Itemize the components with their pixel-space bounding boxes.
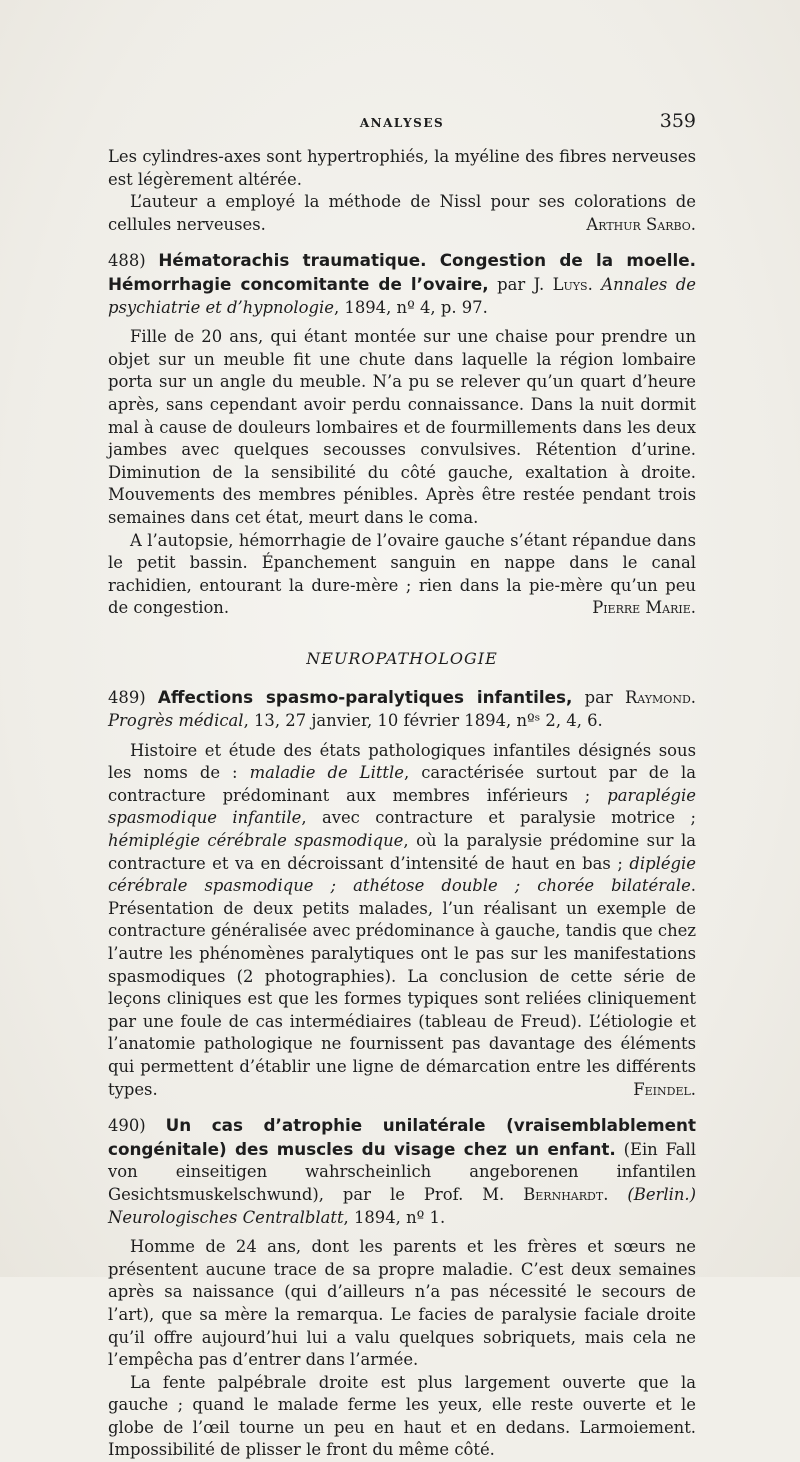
entry-488-title: Hématorachis traumatique. Congestion de la moelle. Hémorrhagie concomitante de l’ovaire, (108, 250, 696, 294)
entry-490-number: 490) (108, 1116, 146, 1136)
entry-488-heading: 488) Hématorachis traumatique. Congestion de la moelle. Hémorrhagie concomitante de l’ovaire, par J. Luys. Annales de psychiatrie et d’hypnologie, 1894, nº 4, p. 97. (108, 250, 696, 317)
page-body (108, 146, 696, 1462)
entry-488-number: 488) (108, 251, 146, 271)
entry-489 (108, 686, 696, 1101)
intro-paragraph-2 (108, 191, 696, 236)
entry-488-paragraph-2-text: A l’autopsie, hémorrhagie de l’ovaire gauche s’étant répandue dans le petit bassin. Épanchement sanguin en nappe dans le canal rachidien, entourant la dure-mère ; rien dans la pie-mère qu’un peu de congestion. (108, 530, 696, 618)
entry-488-by: par J. (497, 274, 545, 294)
intro-paragraph-1: Les cylindres-axes sont hypertrophiés, la myéline des fibres nerveuses est légèrement altérée. (108, 147, 696, 189)
entry-488-paragraph-1: Fille de 20 ans, qui étant montée sur une chaise pour prendre un objet sur un meuble fit une chute dans laquelle la région lombaire porta sur un angle du meuble. N’a pu se relever qu’un quart d’heure après, sans cependant avoir perdu connaissance. Dans la nuit dormit mal à cause de douleurs lombaires et de fourmillements dans les deux jambes avec quelques secousses convulsives. Rétention d’urine. Diminution de la sensibilité du côté gauche, exaltation à droite. Mouvements des membres pénibles. Après être restée pendant trois semaines dans cet état, meurt dans le coma. (108, 327, 696, 527)
entry-490-journal: (Berlin.) Neurologisches Centralblatt (108, 1184, 696, 1227)
entry-489-by: par (584, 688, 613, 708)
entry-489-author: Raymond. (624, 688, 696, 708)
entry-490-citation: , 1894, nº 1. (343, 1207, 446, 1227)
entry-490 (108, 1114, 696, 1462)
entry-490-title: Un cas d’atrophie unilatérale (vraisemblablement congénitale) des muscles du visage chez un enfant. (108, 1115, 696, 1159)
entry-489-paragraph (108, 740, 696, 1102)
entry-489-italic-2: paraplégie spasmodique infantile (108, 785, 696, 828)
intro-paragraph-2-text: L’auteur a employé la méthode de Nissl pour ses colorations de cellules nerveuses. (108, 192, 696, 234)
entry-489-text-4: , où la paralysie prédomine sur la contracture et va en décroissant d’intensité de haut en bas ; (108, 831, 696, 873)
entry-489-text-1: Histoire et étude des états pathologiques infantiles désignés sous les noms de : (108, 740, 696, 783)
entry-489-journal: Progrès médical (108, 711, 244, 731)
entry-489-text-3: , avec contracture et paralysie motrice ; (301, 808, 696, 828)
entry-489-italic-4: diplégie cérébrale spasmodique ; athétose double ; chorée bilatérale (108, 853, 696, 896)
entry-488-paragraph-2 (108, 530, 696, 620)
entry-490-author: Bernhardt. (523, 1184, 609, 1204)
entry-489-italic-1: maladie de Little (249, 763, 404, 783)
signature-sarbo: Arthur Sarbo. (586, 214, 696, 234)
entry-489-title: Affections spasmo-paralytiques infantiles, (157, 687, 573, 708)
entry-489-citation: , 13, 27 janvier, 10 février 1894, nºˢ 2, 4, 6. (243, 711, 603, 731)
entry-489-heading (108, 686, 696, 732)
entry-489-text-2: , caractérisée surtout par de la contracture prédominant aux membres inférieurs ; (108, 763, 696, 805)
signature-feindel: Feindel. (633, 1079, 696, 1099)
entry-489-number: 489) (108, 688, 146, 708)
entry-488-citation: , 1894, nº 4, p. 97. (333, 297, 488, 317)
entry-488-author: Luys (552, 274, 588, 294)
entry-490-paragraph-1: Homme de 24 ans, dont les parents et les frères et sœurs ne présentent aucune trace de sa propre maladie. C’est deux semaines après sa naissance (qui d’ailleurs n’a pas nécessité le secours de l’art), que sa mère la remarqua. Le facies de paralysie faciale droite qu’il offre aujourd’hui lui a valu quelques sobriquets, mais cela ne l’empêcha pas d’entrer dans l’armée. (108, 1237, 696, 1370)
page-header (108, 110, 696, 138)
entry-489-italic-3: hémiplégie cérébrale spasmodique (108, 831, 404, 851)
entry-488-journal: Annales de psychiatrie et d’hypnologie (108, 274, 696, 317)
entry-490-subtitle: (Ein Fall von einseitigen wahrscheinlich angeborenen infantilen Gesichtsmuskelschwund), par le Prof. M. (108, 1139, 697, 1204)
entry-488 (108, 249, 696, 620)
entry-489-text-5: . Présentation de deux petits malades, l’un réalisant un exemple de contracture généralisée avec prédominance à gauche, tandis que chez l’autre les phénomènes paralytiques ont le pas sur les manifestations spasmodiques (2 photographies). La conclusion de cette série de leçons cliniques est que les formes typiques sont reliées cliniquement par une foule de cas intermédiaires (tableau de Freud). L’étiologie et l’anatomie pathologique ne fournissent pas davantage des éléments qui permettent d’établir une ligne de démarcation entre les différents types. (108, 876, 696, 1099)
signature-marie: Pierre Marie. (592, 598, 696, 618)
section-heading: NEUROPATHOLOGIE (306, 648, 498, 668)
entry-490-heading (108, 1114, 696, 1229)
entry-490-paragraph-2: La fente palpébrale droite est plus largement ouverte que la gauche ; quand le malade ferme les yeux, elle reste ouverte et le globe de l’œil tourne un peu en haut et en dedans. Larmoiement. Impossibilité de plisser le front du même côté. (108, 1372, 696, 1460)
page-number: 359 (659, 110, 696, 132)
running-head: ANALYSES (359, 116, 445, 130)
